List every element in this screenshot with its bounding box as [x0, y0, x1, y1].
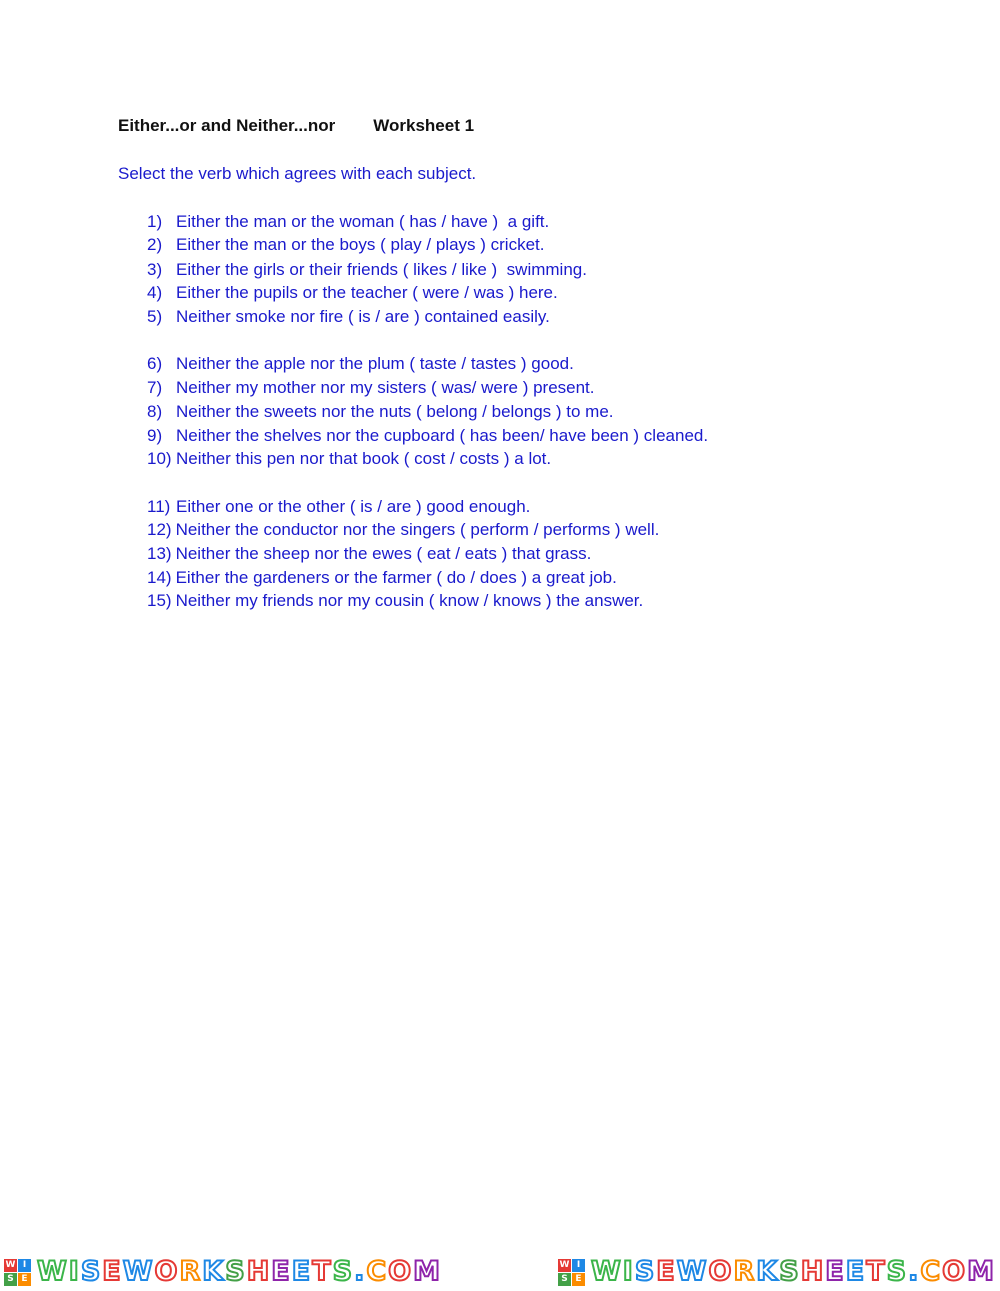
- wordmark-letter: K: [202, 1256, 226, 1287]
- question-item: [147, 283, 558, 303]
- question-number: 3): [147, 260, 163, 279]
- question-text: Neither the shelves nor the cupboard ( has been/ have been ) cleaned.: [176, 426, 709, 445]
- question-text: Either the girls or their friends ( likes / like ) swimming.: [176, 260, 587, 279]
- question-text: Neither smoke nor fire ( is / are ) contained easily.: [176, 307, 550, 326]
- question-item: [147, 354, 574, 374]
- question-text: Neither my mother nor my sisters ( was/ were ) present.: [176, 378, 595, 397]
- question-item: [147, 426, 708, 446]
- wordmark-letter: M: [413, 1256, 442, 1287]
- wordmark-letter: W: [122, 1256, 155, 1287]
- wordmark-letter: I: [68, 1256, 81, 1287]
- logo-cube: S: [4, 1273, 17, 1286]
- logo-cube: W: [5, 1260, 16, 1270]
- question-number: 14): [147, 568, 172, 587]
- wordmark-letter: S: [225, 1256, 247, 1287]
- wordmark-letter: E: [102, 1256, 123, 1287]
- wordmark-letter: T: [312, 1256, 333, 1287]
- wordmark-letter: W: [37, 1256, 69, 1287]
- question-item: [147, 260, 587, 280]
- wordmark-letter: S: [80, 1256, 103, 1287]
- worksheet-title: [118, 116, 474, 136]
- question-item: [147, 568, 617, 588]
- wordmark-letter: .: [908, 1256, 921, 1287]
- brand-logo: [4, 1256, 442, 1288]
- wordmark-letter: E: [271, 1256, 292, 1287]
- wordmark-letter: S: [634, 1256, 657, 1287]
- wordmark-letter: S: [779, 1256, 801, 1287]
- wordmark-letter: M: [967, 1256, 996, 1287]
- question-number: 7): [147, 378, 163, 397]
- question-text: Neither the apple nor the plum ( taste / tastes ) good.: [176, 354, 574, 373]
- wordmark-letter: E: [656, 1256, 677, 1287]
- question-item: [147, 235, 544, 255]
- question-text: Neither the conductor nor the singers ( perform / performs ) well.: [175, 520, 660, 539]
- question-text: Either the pupils or the teacher ( were / was ) here.: [176, 283, 558, 302]
- wordmark-letter: W: [676, 1256, 709, 1287]
- question-text: Either one or the other ( is / are ) good enough.: [176, 497, 531, 516]
- wordmark-letter: O: [942, 1256, 968, 1287]
- wordmark-letter: C: [366, 1256, 389, 1287]
- question-item: [147, 520, 659, 540]
- logo-cube: I: [572, 1259, 585, 1272]
- instruction-text: Select the verb which agrees with each subject.: [118, 164, 477, 183]
- logo-cube: E: [572, 1273, 585, 1286]
- footer-watermark: [0, 1256, 1000, 1288]
- wordmark-letter: O: [154, 1256, 180, 1287]
- question-text: Neither this pen nor that book ( cost / costs ) a lot.: [176, 449, 552, 468]
- logo-cubes-icon: [558, 1259, 585, 1286]
- wordmark-letter: W: [591, 1256, 623, 1287]
- question-text: Neither the sheep nor the ewes ( eat / eats ) that grass.: [175, 544, 592, 563]
- question-number: 9): [147, 426, 163, 445]
- wordmark-letter: C: [920, 1256, 943, 1287]
- question-item: [147, 591, 643, 611]
- question-text: Either the man or the boys ( play / plays ) cricket.: [176, 235, 545, 254]
- brand-logo: [558, 1256, 996, 1288]
- question-text: Either the gardeners or the farmer ( do / does ) a great job.: [175, 568, 617, 587]
- question-item: [147, 378, 595, 398]
- title-worksheet-number: Worksheet 1: [373, 116, 475, 135]
- question-text: Neither the sweets nor the nuts ( belong / belongs ) to me.: [176, 402, 614, 421]
- wordmark-letter: E: [845, 1256, 867, 1287]
- question-number: 15): [147, 591, 172, 610]
- title-topic: Either...or and Neither...nor: [118, 116, 336, 135]
- question-number: 8): [147, 402, 163, 421]
- logo-cube: E: [18, 1273, 31, 1286]
- question-number: 11): [147, 497, 171, 516]
- wordmark-letter: .: [354, 1256, 367, 1287]
- brand-wordmark: [37, 1256, 442, 1288]
- logo-cubes-icon: [4, 1259, 31, 1286]
- question-item: [147, 497, 530, 517]
- wordmark-letter: R: [733, 1256, 757, 1287]
- question-item: [147, 307, 550, 327]
- question-number: 10): [147, 449, 172, 468]
- wordmark-letter: K: [756, 1256, 780, 1287]
- wordmark-letter: E: [291, 1256, 313, 1287]
- question-number: 1): [147, 212, 163, 231]
- question-text: Neither my friends nor my cousin ( know / knows ) the answer.: [175, 591, 644, 610]
- logo-cube: I: [18, 1259, 31, 1272]
- wordmark-letter: E: [825, 1256, 846, 1287]
- wordmark-letter: T: [866, 1256, 887, 1287]
- question-number: 2): [147, 235, 163, 254]
- wordmark-letter: R: [179, 1256, 203, 1287]
- wordmark-letter: O: [388, 1256, 414, 1287]
- logo-cube: W: [559, 1260, 570, 1270]
- question-number: 4): [147, 283, 163, 302]
- question-item: [147, 212, 549, 232]
- question-text: Either the man or the woman ( has / have ) a gift.: [176, 212, 550, 231]
- brand-wordmark: [591, 1256, 996, 1288]
- wordmark-letter: O: [708, 1256, 734, 1287]
- wordmark-letter: I: [622, 1256, 635, 1287]
- logo-cube: S: [558, 1273, 571, 1286]
- question-item: [147, 402, 614, 422]
- question-number: 5): [147, 307, 163, 326]
- question-item: [147, 544, 591, 564]
- wordmark-letter: H: [800, 1256, 826, 1287]
- wordmark-letter: H: [246, 1256, 272, 1287]
- question-item: [147, 449, 551, 469]
- question-number: 13): [147, 544, 172, 563]
- question-number: 6): [147, 354, 163, 373]
- question-number: 12): [147, 520, 172, 539]
- wordmark-letter: S: [886, 1256, 909, 1287]
- wordmark-letter: S: [332, 1256, 355, 1287]
